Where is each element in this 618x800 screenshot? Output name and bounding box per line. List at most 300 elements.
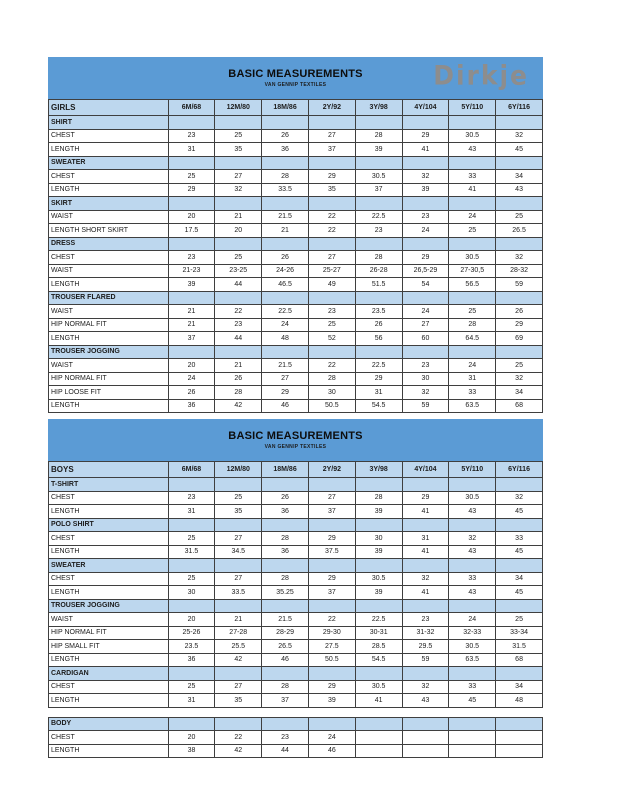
section-empty-cell (168, 518, 215, 532)
measure-row (49, 626, 543, 640)
measure-value: 54 (402, 278, 449, 292)
measure-value: 50.5 (308, 653, 355, 667)
size-header: 12M/80 (215, 462, 262, 478)
measure-value: 31 (449, 372, 496, 386)
measure-value: 42 (215, 399, 262, 413)
measure-value: 27 (215, 680, 262, 694)
section-empty-cell (402, 156, 449, 170)
section-empty-cell (402, 345, 449, 359)
measure-value: 27 (308, 129, 355, 143)
measure-label: CHEST (49, 170, 169, 184)
measure-value: 63.5 (449, 653, 496, 667)
measure-value: 43 (449, 586, 496, 600)
measure-value: 30 (168, 586, 215, 600)
measure-row (49, 491, 543, 505)
measure-value: 34 (496, 572, 543, 586)
measure-value: 29 (496, 318, 543, 332)
section-empty-cell (449, 559, 496, 573)
measure-label: WAIST (49, 359, 169, 373)
measure-value: 25-27 (308, 264, 355, 278)
measure-value: 27 (308, 251, 355, 265)
measure-value: 22 (308, 224, 355, 238)
measure-value: 24 (449, 359, 496, 373)
measure-row (49, 613, 543, 627)
section-empty-cell (308, 116, 355, 130)
section-row (49, 345, 543, 359)
section-empty-cell (308, 667, 355, 681)
section-label: TROUSER JOGGING (49, 599, 169, 613)
measure-value: 41 (402, 586, 449, 600)
section-row (49, 237, 543, 251)
measure-value: 34 (496, 680, 543, 694)
banner-subtitle: VAN GENNIP TEXTILES (264, 82, 327, 88)
measure-value: 22.5 (355, 613, 402, 627)
measure-row (49, 278, 543, 292)
measure-row (49, 332, 543, 346)
banner-title: BASIC MEASUREMENTS (228, 68, 363, 80)
measure-value (449, 744, 496, 758)
measure-value: 24-26 (262, 264, 309, 278)
section-empty-cell (215, 717, 262, 731)
measure-row (49, 572, 543, 586)
measure-value: 59 (402, 399, 449, 413)
measure-value: 29.5 (402, 640, 449, 654)
section-empty-cell (308, 345, 355, 359)
section-label: CARDIGAN (49, 667, 169, 681)
measure-value: 29 (402, 129, 449, 143)
section-empty-cell (215, 599, 262, 613)
measure-value: 41 (402, 143, 449, 157)
measure-value: 39 (402, 183, 449, 197)
measure-row (49, 183, 543, 197)
section-row (49, 667, 543, 681)
section-empty-cell (262, 291, 309, 305)
measure-value: 26 (355, 318, 402, 332)
measure-value: 48 (262, 332, 309, 346)
measure-value (449, 731, 496, 745)
measure-label: WAIST (49, 305, 169, 319)
measure-row (49, 129, 543, 143)
measure-value: 29 (402, 491, 449, 505)
section-empty-cell (402, 559, 449, 573)
measure-value: 41 (449, 183, 496, 197)
measure-label: CHEST (49, 532, 169, 546)
measure-value: 25 (168, 532, 215, 546)
measure-value: 21 (215, 210, 262, 224)
measure-value: 25 (168, 680, 215, 694)
measure-value: 30 (355, 532, 402, 546)
measure-label: CHEST (49, 680, 169, 694)
measure-value: 28 (355, 491, 402, 505)
measure-value: 36 (168, 399, 215, 413)
section-empty-cell (262, 116, 309, 130)
measure-value: 25-26 (168, 626, 215, 640)
measure-value: 37 (308, 505, 355, 519)
size-header: 4Y/104 (402, 100, 449, 116)
measure-value: 37 (262, 694, 309, 708)
measure-value: 51.5 (355, 278, 402, 292)
section-empty-cell (168, 291, 215, 305)
measure-value: 45 (496, 545, 543, 559)
measure-value: 31-32 (402, 626, 449, 640)
measure-label: HIP LOOSE FIT (49, 386, 169, 400)
section-empty-cell (402, 478, 449, 492)
measure-value: 29 (308, 532, 355, 546)
section-empty-cell (496, 156, 543, 170)
measure-label: CHEST (49, 491, 169, 505)
measure-value: 26-28 (355, 264, 402, 278)
measure-label: HIP SMALL FIT (49, 640, 169, 654)
dirkje-logo: Dirkje (433, 60, 529, 91)
measure-value: 44 (215, 332, 262, 346)
section-empty-cell (215, 291, 262, 305)
measure-value: 23 (355, 224, 402, 238)
section-empty-cell (355, 345, 402, 359)
size-header: 6Y/116 (496, 100, 543, 116)
measure-value: 26.5 (262, 640, 309, 654)
measure-value: 28 (262, 170, 309, 184)
measure-row (49, 251, 543, 265)
section-empty-cell (355, 518, 402, 532)
section-empty-cell (308, 197, 355, 211)
measure-value: 29 (355, 372, 402, 386)
measure-value: 21.5 (262, 613, 309, 627)
measure-label: WAIST (49, 210, 169, 224)
section-empty-cell (496, 478, 543, 492)
section-empty-cell (262, 156, 309, 170)
section-empty-cell (355, 599, 402, 613)
banner-title: BASIC MEASUREMENTS (228, 430, 363, 442)
section-empty-cell (402, 291, 449, 305)
section-label: TROUSER JOGGING (49, 345, 169, 359)
measure-value: 33 (496, 532, 543, 546)
measure-row (49, 170, 543, 184)
measure-label: LENGTH (49, 744, 169, 758)
size-header: 18M/86 (262, 462, 309, 478)
section-empty-cell (215, 116, 262, 130)
measure-label: LENGTH (49, 143, 169, 157)
measure-value: 31 (355, 386, 402, 400)
section-empty-cell (496, 518, 543, 532)
section-empty-cell (215, 197, 262, 211)
measure-value: 52 (308, 332, 355, 346)
measure-value: 23 (262, 731, 309, 745)
measure-value (402, 731, 449, 745)
measure-value: 32 (496, 251, 543, 265)
measure-value: 25 (449, 224, 496, 238)
section-empty-cell (496, 291, 543, 305)
section-label: SKIRT (49, 197, 169, 211)
measure-value: 22.5 (355, 359, 402, 373)
section-empty-cell (402, 197, 449, 211)
measure-value: 23.5 (355, 305, 402, 319)
measure-row (49, 640, 543, 654)
size-header-row (49, 100, 543, 116)
measure-value: 23 (168, 491, 215, 505)
measure-value: 37.5 (308, 545, 355, 559)
measure-value: 25 (168, 170, 215, 184)
section-label: BODY (49, 717, 169, 731)
measure-value: 36 (168, 653, 215, 667)
measure-value: 56.5 (449, 278, 496, 292)
measure-value: 28.5 (355, 640, 402, 654)
section-empty-cell (449, 717, 496, 731)
size-header: 6M/68 (168, 100, 215, 116)
measure-value: 23-25 (215, 264, 262, 278)
measure-value: 25 (496, 210, 543, 224)
section-row (49, 291, 543, 305)
section-empty-cell (168, 116, 215, 130)
measurement-sheet (48, 57, 543, 758)
section-empty-cell (168, 197, 215, 211)
measure-label: CHEST (49, 129, 169, 143)
measure-value: 28 (262, 680, 309, 694)
section-row (49, 197, 543, 211)
measure-value: 32 (449, 532, 496, 546)
measure-label: CHEST (49, 251, 169, 265)
measure-value: 37 (355, 183, 402, 197)
section-empty-cell (308, 291, 355, 305)
section-empty-cell (402, 116, 449, 130)
measure-value: 32-33 (449, 626, 496, 640)
measure-value: 28 (215, 386, 262, 400)
measure-value: 26 (262, 491, 309, 505)
measure-value: 42 (215, 744, 262, 758)
section-empty-cell (262, 599, 309, 613)
measure-row (49, 359, 543, 373)
measure-value: 20 (168, 210, 215, 224)
banner-subtitle: VAN GENNIP TEXTILES (264, 444, 327, 450)
section-empty-cell (402, 667, 449, 681)
measure-value: 31 (402, 532, 449, 546)
measure-value: 63.5 (449, 399, 496, 413)
measure-row (49, 143, 543, 157)
measure-row (49, 224, 543, 238)
measure-value: 33.5 (262, 183, 309, 197)
measure-value: 46 (262, 653, 309, 667)
measure-value: 26,5-29 (402, 264, 449, 278)
measure-value: 33.5 (215, 586, 262, 600)
measure-label: LENGTH (49, 399, 169, 413)
boys-table-card (48, 419, 543, 708)
measure-value: 49 (308, 278, 355, 292)
size-header: 4Y/104 (402, 462, 449, 478)
measure-label: LENGTH (49, 545, 169, 559)
size-header: 6Y/116 (496, 462, 543, 478)
section-empty-cell (449, 237, 496, 251)
section-row (49, 559, 543, 573)
measure-value: 34.5 (215, 545, 262, 559)
measure-value: 25 (496, 359, 543, 373)
section-empty-cell (496, 559, 543, 573)
section-empty-cell (355, 116, 402, 130)
measure-label: LENGTH (49, 278, 169, 292)
measure-value: 25 (215, 251, 262, 265)
measure-value (355, 731, 402, 745)
measure-value: 27 (215, 170, 262, 184)
measure-value: 30.5 (355, 170, 402, 184)
measure-row (49, 386, 543, 400)
measure-value: 42 (215, 653, 262, 667)
measure-value: 45 (496, 586, 543, 600)
measure-value: 34 (496, 386, 543, 400)
measure-label: LENGTH (49, 586, 169, 600)
measure-value: 30-31 (355, 626, 402, 640)
section-row (49, 518, 543, 532)
measure-value: 20 (168, 613, 215, 627)
measure-value: 32 (402, 170, 449, 184)
group-label: BOYS (49, 462, 169, 478)
measure-value: 25 (496, 613, 543, 627)
section-empty-cell (262, 237, 309, 251)
measure-value: 45 (496, 143, 543, 157)
section-empty-cell (402, 518, 449, 532)
measure-value: 33-34 (496, 626, 543, 640)
measure-value: 24 (262, 318, 309, 332)
section-row (49, 599, 543, 613)
section-label: DRESS (49, 237, 169, 251)
measure-value: 29 (262, 386, 309, 400)
measure-value: 30.5 (449, 640, 496, 654)
measure-row (49, 505, 543, 519)
section-empty-cell (496, 116, 543, 130)
section-row (49, 156, 543, 170)
measure-value: 23 (168, 251, 215, 265)
measure-label: HIP NORMAL FIT (49, 626, 169, 640)
section-empty-cell (168, 599, 215, 613)
measure-label: LENGTH SHORT SKIRT (49, 224, 169, 238)
measure-label: CHEST (49, 731, 169, 745)
measure-value: 31.5 (168, 545, 215, 559)
measure-value: 28 (262, 572, 309, 586)
measure-value: 33 (449, 386, 496, 400)
measure-value: 21.5 (262, 359, 309, 373)
section-empty-cell (308, 559, 355, 573)
measure-row (49, 744, 543, 758)
measure-value: 48 (496, 694, 543, 708)
section-empty-cell (168, 478, 215, 492)
measure-value: 28-32 (496, 264, 543, 278)
measure-value: 25 (215, 491, 262, 505)
measure-value: 26 (262, 129, 309, 143)
measure-row (49, 694, 543, 708)
section-empty-cell (449, 667, 496, 681)
measure-value: 29-30 (308, 626, 355, 640)
measure-value: 34 (496, 170, 543, 184)
section-empty-cell (355, 559, 402, 573)
section-empty-cell (449, 345, 496, 359)
measure-value: 27 (308, 491, 355, 505)
measure-row (49, 731, 543, 745)
measure-label: LENGTH (49, 694, 169, 708)
measure-value: 30.5 (449, 491, 496, 505)
measure-value (496, 731, 543, 745)
section-empty-cell (262, 559, 309, 573)
measure-value: 30 (402, 372, 449, 386)
measure-value: 26 (262, 251, 309, 265)
measure-value: 43 (402, 694, 449, 708)
section-empty-cell (168, 237, 215, 251)
measure-value: 26 (215, 372, 262, 386)
section-empty-cell (215, 559, 262, 573)
section-empty-cell (449, 599, 496, 613)
measure-row (49, 210, 543, 224)
section-empty-cell (496, 667, 543, 681)
section-empty-cell (168, 559, 215, 573)
measure-value: 24 (449, 613, 496, 627)
measure-label: LENGTH (49, 332, 169, 346)
measure-value: 24 (402, 305, 449, 319)
measure-value: 26 (168, 386, 215, 400)
measure-value: 37 (308, 143, 355, 157)
measure-value: 24 (308, 731, 355, 745)
measure-value: 23 (308, 305, 355, 319)
measure-value: 32 (402, 680, 449, 694)
measure-value: 32 (402, 386, 449, 400)
measure-label: WAIST (49, 264, 169, 278)
measure-value: 41 (355, 694, 402, 708)
measure-value: 54.5 (355, 653, 402, 667)
section-row (49, 717, 543, 731)
section-empty-cell (355, 237, 402, 251)
measure-value: 22 (215, 305, 262, 319)
girls-table-card (48, 57, 543, 413)
section-empty-cell (355, 667, 402, 681)
body-measurements-table (48, 717, 543, 759)
measure-value: 22 (215, 731, 262, 745)
measure-value: 29 (308, 170, 355, 184)
section-empty-cell (449, 518, 496, 532)
boys-banner (48, 419, 543, 461)
measure-label: LENGTH (49, 183, 169, 197)
measure-value: 28-29 (262, 626, 309, 640)
measure-value: 21 (215, 613, 262, 627)
section-label: SWEATER (49, 156, 169, 170)
measure-value: 50.5 (308, 399, 355, 413)
measure-value: 21 (168, 318, 215, 332)
measure-value: 32 (215, 183, 262, 197)
section-empty-cell (449, 478, 496, 492)
measure-row (49, 372, 543, 386)
measure-value: 45 (449, 694, 496, 708)
measure-value: 23 (402, 359, 449, 373)
measure-row (49, 680, 543, 694)
measure-value: 28 (355, 251, 402, 265)
measure-value: 22 (308, 210, 355, 224)
measure-value: 27 (215, 572, 262, 586)
section-empty-cell (496, 599, 543, 613)
measure-value: 68 (496, 399, 543, 413)
measure-value: 20 (168, 359, 215, 373)
section-empty-cell (308, 717, 355, 731)
boys-measurements-table (48, 461, 543, 708)
measure-value: 30 (308, 386, 355, 400)
measure-value: 22.5 (355, 210, 402, 224)
measure-value: 23 (215, 318, 262, 332)
measure-value: 36 (262, 545, 309, 559)
measure-value: 28 (308, 372, 355, 386)
measure-row (49, 305, 543, 319)
measure-row (49, 545, 543, 559)
measure-value: 27.5 (308, 640, 355, 654)
measure-value: 32 (496, 129, 543, 143)
body-table-card (48, 717, 543, 759)
measure-value: 36 (262, 143, 309, 157)
measure-value: 21 (215, 359, 262, 373)
section-empty-cell (496, 345, 543, 359)
section-empty-cell (308, 156, 355, 170)
measure-value: 59 (402, 653, 449, 667)
